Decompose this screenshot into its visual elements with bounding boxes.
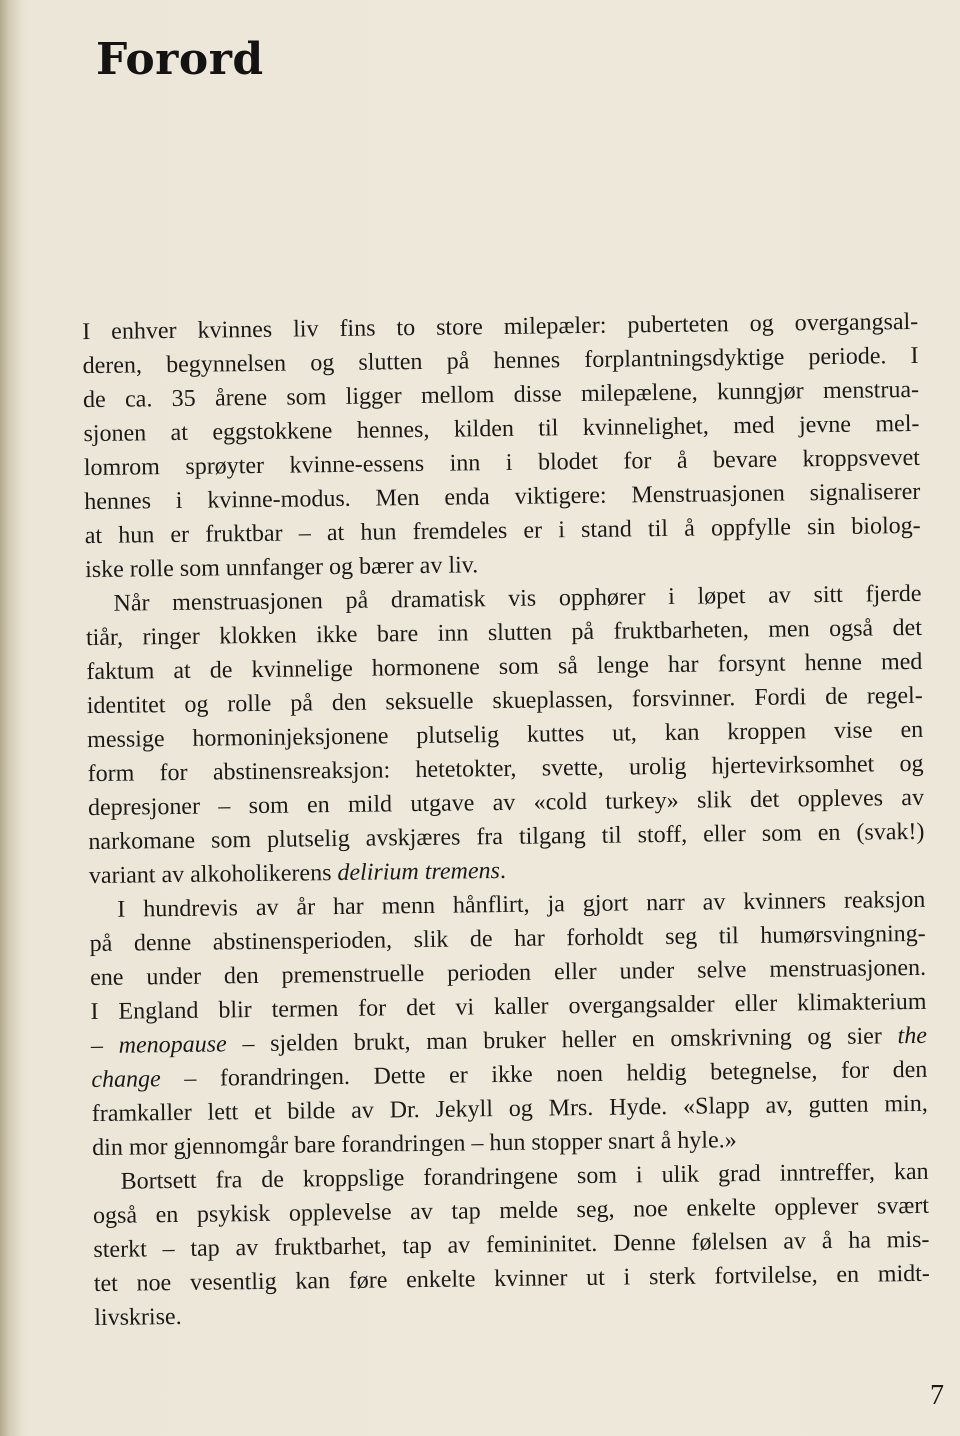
text-line: sterkt – tap av fruktbarhet, tap av femininitet. Denne følelsen av å ha mis- bbox=[93, 1226, 930, 1264]
text-line: identitet og rolle på den seksuelle skueplassen, forsvinner. Fordi de regel- bbox=[86, 682, 923, 720]
text-line: Når menstruasjonen på dramatisk vis opphører i løpet av sitt fjerde bbox=[113, 580, 922, 617]
text-line: de ca. 35 årene som ligger mellom disse milepælene, kunngjør menstrua- bbox=[82, 376, 920, 414]
italic-term: change bbox=[91, 1066, 161, 1094]
page-number: 7 bbox=[930, 1380, 944, 1411]
paragraph-4 bbox=[92, 1155, 930, 1335]
text-line: I enhver kvinnes liv fins to store milepæler: puberteten og overgangsal- bbox=[82, 308, 919, 346]
text-line: på denne abstinensperioden, slik de har forholdt seg til humørsvingning- bbox=[89, 920, 926, 958]
italic-term: menopause bbox=[118, 1031, 227, 1059]
text-line: tet noe vesentlig kan føre enkelte kvinner ut i sterk fortvilelse, en midt- bbox=[93, 1260, 930, 1298]
text-line: tiår, ringer klokken ikke bare inn slutten på fruktbarheten, men også det bbox=[85, 614, 923, 652]
text-line: iske rolle som unnfanger og bærer av liv. bbox=[84, 552, 479, 584]
text-line: livskrise. bbox=[94, 1303, 182, 1332]
text-line: messige hormoninjeksjonene plutselig kuttes ut, kan kroppen vise en bbox=[87, 716, 924, 754]
text-span: – forandringen. Dette er ikke noen heldig betegnelse, for den bbox=[160, 1056, 928, 1093]
text-line: ene under den premenstruelle perioden eller under selve menstruasjonen. bbox=[89, 954, 927, 992]
text-line: narkomane som plutselig avskjæres fra tilgang til stoff, eller som en (svak!) bbox=[88, 818, 925, 856]
text-line: Bortsett fra de kroppslige forandringene som i ulik grad inntreffer, kan bbox=[120, 1158, 929, 1195]
italic-term: the bbox=[897, 1022, 928, 1050]
text-line: din mor gjennomgår bare forandringen – hun stopper snart å hyle.» bbox=[92, 1127, 737, 1162]
paragraph-1 bbox=[82, 305, 921, 587]
text-line: deren, begynnelsen og slutten på hennes forplantningsdyktige periode. I bbox=[82, 342, 919, 380]
text-span: . bbox=[499, 857, 507, 885]
italic-term: delirium tremens bbox=[337, 858, 501, 887]
text-line: lomrom sprøyter kvinne-essens inn i blodet for å bevare kroppsvevet bbox=[83, 444, 920, 482]
text-span: – sjelden brukt, man bruker heller en omskrivning og sier bbox=[226, 1023, 898, 1058]
text-line: hennes i kvinne-modus. Men enda viktigere: Menstruasjonen signaliserer bbox=[84, 478, 921, 516]
text-line: form for abstinensreaksjon: hetetokter, svette, urolig hjertevirksomhet og bbox=[87, 750, 924, 788]
page-heading: Forord bbox=[96, 34, 264, 85]
body-text bbox=[82, 305, 930, 1335]
text-line: også en psykisk opplevelse av tap melde seg, noe enkelte opplever svært bbox=[92, 1192, 930, 1230]
book-spine-shadow bbox=[0, 0, 22, 1436]
text-line: at hun er fruktbar – at hun fremdeles er i stand til å oppfylle sin biolog- bbox=[84, 512, 921, 550]
text-line: framkaller lett et bilde av Dr. Jekyll og Mrs. Hyde. «Slapp av, gutten min, bbox=[91, 1090, 928, 1128]
paragraph-2 bbox=[85, 577, 925, 893]
text-line: depresjoner – som en mild utgave av «cold turkey» slik det oppleves av bbox=[87, 784, 925, 822]
paragraph-3 bbox=[89, 883, 928, 1165]
text-line: I England blir termen for det vi kaller overgangsalder eller klimakterium bbox=[90, 988, 927, 1026]
text-span: – bbox=[90, 1032, 119, 1060]
text-line: I hundrevis av år har menn hånflirt, ja gjort narr av kvinners reaksjon bbox=[117, 886, 926, 923]
text-line: sjonen at eggstokkene hennes, kilden til kvinnelighet, med jevne mel- bbox=[83, 410, 920, 448]
text-span: variant av alkoholikerens bbox=[88, 860, 338, 890]
text-line: faktum at de kvinnelige hormonene som så lenge har forsynt henne med bbox=[86, 648, 923, 686]
